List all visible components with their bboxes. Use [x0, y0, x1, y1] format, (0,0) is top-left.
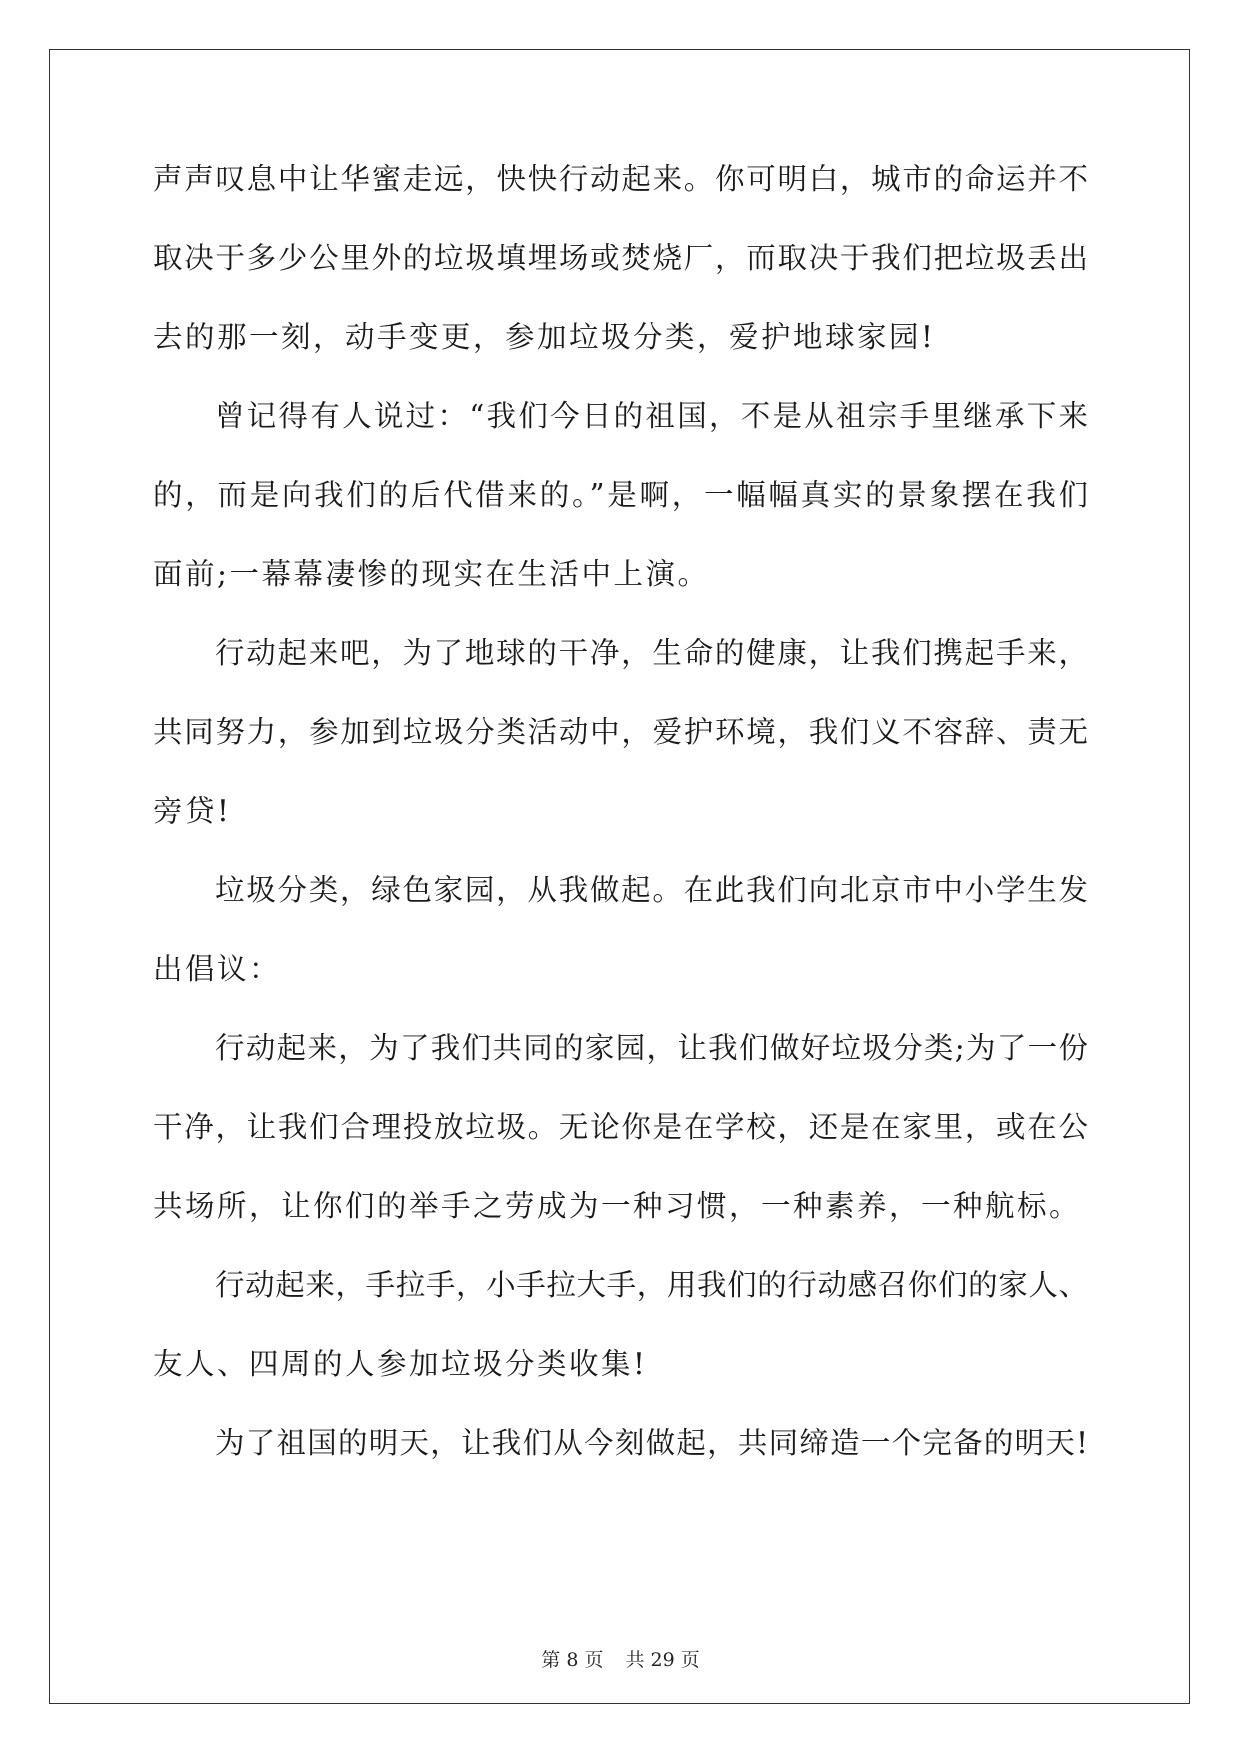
- text-line: 出倡议：: [153, 952, 282, 986]
- text-line: 友人、四周的人参加垃圾分类收集!: [153, 1347, 648, 1381]
- document-body: [153, 140, 1088, 1483]
- paragraph-start-line: 为了祖国的明天，让我们从今刻做起，共同缔造一个完备的明天!: [215, 1426, 1088, 1460]
- text-line: 干净，让我们合理投放垃圾。无论你是在学校，还是在家里，或在公: [153, 1110, 1088, 1144]
- paragraph-start-line: 垃圾分类，绿色家园，从我做起。在此我们向北京市中小学生发: [215, 873, 1088, 907]
- page-total: 共 29 页: [625, 1649, 700, 1671]
- text-line: 声声叹息中让华蜜走远，快快行动起来。你可明白，城市的命运并不: [153, 162, 1088, 196]
- paragraph-start-line: 行动起来，手拉手，小手拉大手，用我们的行动感召你们的家人、: [215, 1268, 1088, 1302]
- text-line: 的，而是向我们的后代借来的。”是啊，一幅幅真实的景象摆在我们: [153, 478, 1088, 512]
- page-number: 第 8 页: [541, 1649, 604, 1671]
- paragraph-start-line: 行动起来吧，为了地球的干净，生命的健康，让我们携起手来，: [215, 636, 1088, 670]
- paragraph-start-line: 行动起来，为了我们共同的家园，让我们做好垃圾分类;为了一份: [215, 1031, 1088, 1065]
- text-line: 去的那一刻，动手变更，参加垃圾分类，爱护地球家园!: [153, 320, 936, 354]
- paragraph-start-line: 曾记得有人说过：“我们今日的祖国，不是从祖宗手里继承下来: [215, 399, 1088, 433]
- text-line: 取决于多少公里外的垃圾填埋场或焚烧厂，而取决于我们把垃圾丢出: [153, 241, 1088, 275]
- text-line: 共场所，让你们的举手之劳成为一种习惯，一种素养，一种航标。: [153, 1189, 1082, 1223]
- page-footer: [0, 1645, 1241, 1672]
- text-line: 面前;一幕幕凄惨的现实在生活中上演。: [153, 557, 710, 591]
- text-line: 共同努力，参加到垃圾分类活动中，爱护环境，我们义不容辞、责无: [153, 715, 1088, 749]
- text-line: 旁贷!: [153, 794, 232, 828]
